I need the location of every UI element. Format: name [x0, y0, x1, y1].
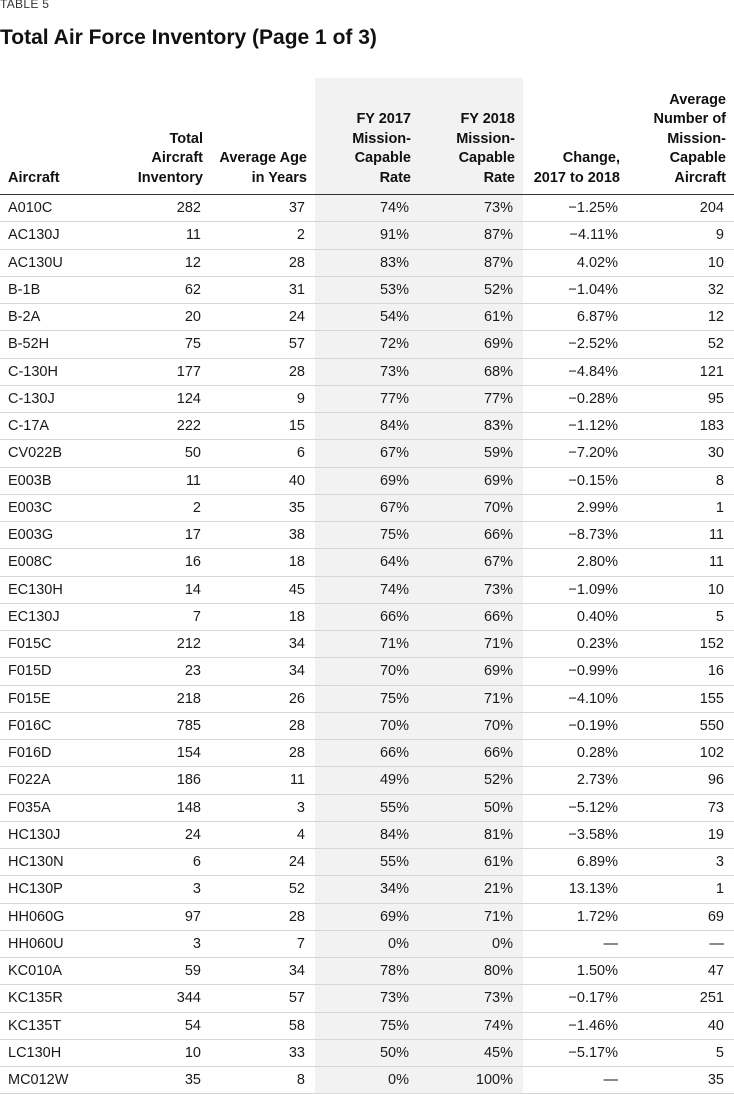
total-inventory-cell: 59 — [117, 958, 211, 985]
avg-mission-capable-cell: — — [628, 930, 734, 957]
change-cell: −7.20% — [523, 440, 628, 467]
total-inventory-cell: 97 — [117, 903, 211, 930]
table-row — [0, 930, 734, 957]
average-age-cell: 31 — [211, 276, 315, 303]
avg-mission-capable-cell: 183 — [628, 413, 734, 440]
fy2017-rate-cell: 69% — [315, 467, 419, 494]
table-row — [0, 1039, 734, 1066]
fy2018-rate-cell: 87% — [419, 249, 523, 276]
aircraft-cell: B-2A — [0, 304, 117, 331]
fy2017-rate-cell: 75% — [315, 1012, 419, 1039]
aircraft-cell: C-17A — [0, 413, 117, 440]
avg-mission-capable-cell: 3 — [628, 849, 734, 876]
total-inventory-cell: 124 — [117, 385, 211, 412]
average-age-cell: 52 — [211, 876, 315, 903]
avg-mission-capable-cell: 5 — [628, 1039, 734, 1066]
fy2017-rate-cell: 74% — [315, 576, 419, 603]
table-row — [0, 467, 734, 494]
table-row — [0, 712, 734, 739]
fy2018-rate-cell: 73% — [419, 985, 523, 1012]
change-cell: −5.12% — [523, 794, 628, 821]
fy2017-rate-cell: 66% — [315, 740, 419, 767]
fy2017-rate-cell: 74% — [315, 195, 419, 222]
average-age-cell: 28 — [211, 903, 315, 930]
avg-mission-capable-cell: 10 — [628, 576, 734, 603]
table-row — [0, 658, 734, 685]
aircraft-cell: KC135R — [0, 985, 117, 1012]
fy2017-rate-cell: 75% — [315, 522, 419, 549]
average-age-cell: 9 — [211, 385, 315, 412]
average-age-cell: 45 — [211, 576, 315, 603]
total-inventory-cell: 62 — [117, 276, 211, 303]
change-cell: −0.28% — [523, 385, 628, 412]
total-inventory-cell: 186 — [117, 767, 211, 794]
fy2017-rate-cell: 50% — [315, 1039, 419, 1066]
aircraft-cell: F016D — [0, 740, 117, 767]
fy2017-rate-cell: 83% — [315, 249, 419, 276]
aircraft-cell: AC130J — [0, 222, 117, 249]
average-age-cell: 34 — [211, 958, 315, 985]
aircraft-cell: KC010A — [0, 958, 117, 985]
average-age-cell: 28 — [211, 249, 315, 276]
avg-mission-capable-cell: 5 — [628, 603, 734, 630]
average-age-cell: 4 — [211, 821, 315, 848]
fy2018-rate-cell: 83% — [419, 413, 523, 440]
table-row — [0, 740, 734, 767]
table-row — [0, 985, 734, 1012]
fy2017-rate-cell: 53% — [315, 276, 419, 303]
fy2018-rate-cell: 68% — [419, 358, 523, 385]
fy2018-rate-cell: 21% — [419, 876, 523, 903]
fy2017-rate-cell: 66% — [315, 603, 419, 630]
fy2017-rate-cell: 91% — [315, 222, 419, 249]
change-cell: −1.09% — [523, 576, 628, 603]
change-cell: 2.73% — [523, 767, 628, 794]
change-cell: −1.12% — [523, 413, 628, 440]
fy2018-rate-cell: 81% — [419, 821, 523, 848]
change-cell: −1.04% — [523, 276, 628, 303]
fy2018-rate-cell: 73% — [419, 195, 523, 222]
fy2018-rate-cell: 50% — [419, 794, 523, 821]
total-inventory-cell: 3 — [117, 876, 211, 903]
header-aircraft: Aircraft — [0, 78, 117, 195]
table-header — [0, 78, 734, 195]
fy2018-rate-cell: 61% — [419, 304, 523, 331]
table-row — [0, 331, 734, 358]
avg-mission-capable-cell: 12 — [628, 304, 734, 331]
fy2017-rate-cell: 64% — [315, 549, 419, 576]
fy2017-rate-cell: 70% — [315, 712, 419, 739]
change-cell: −4.10% — [523, 685, 628, 712]
aircraft-cell: C-130J — [0, 385, 117, 412]
aircraft-cell: F015D — [0, 658, 117, 685]
aircraft-cell: A010C — [0, 195, 117, 222]
total-inventory-cell: 222 — [117, 413, 211, 440]
change-cell: 1.50% — [523, 958, 628, 985]
aircraft-cell: B-1B — [0, 276, 117, 303]
fy2018-rate-cell: 74% — [419, 1012, 523, 1039]
avg-mission-capable-cell: 69 — [628, 903, 734, 930]
table-row — [0, 849, 734, 876]
average-age-cell: 2 — [211, 222, 315, 249]
total-inventory-cell: 2 — [117, 494, 211, 521]
change-cell: 6.89% — [523, 849, 628, 876]
total-inventory-cell: 3 — [117, 930, 211, 957]
change-cell: −3.58% — [523, 821, 628, 848]
avg-mission-capable-cell: 52 — [628, 331, 734, 358]
avg-mission-capable-cell: 550 — [628, 712, 734, 739]
change-cell: −1.46% — [523, 1012, 628, 1039]
change-cell: −2.52% — [523, 331, 628, 358]
fy2018-rate-cell: 87% — [419, 222, 523, 249]
total-inventory-cell: 24 — [117, 821, 211, 848]
change-cell: −5.17% — [523, 1039, 628, 1066]
total-inventory-cell: 54 — [117, 1012, 211, 1039]
average-age-cell: 58 — [211, 1012, 315, 1039]
fy2017-rate-cell: 67% — [315, 440, 419, 467]
fy2017-rate-cell: 70% — [315, 658, 419, 685]
fy2017-rate-cell: 54% — [315, 304, 419, 331]
avg-mission-capable-cell: 19 — [628, 821, 734, 848]
aircraft-cell: E008C — [0, 549, 117, 576]
fy2018-rate-cell: 73% — [419, 576, 523, 603]
fy2018-rate-cell: 59% — [419, 440, 523, 467]
fy2017-rate-cell: 69% — [315, 903, 419, 930]
average-age-cell: 7 — [211, 930, 315, 957]
total-inventory-cell: 23 — [117, 658, 211, 685]
avg-mission-capable-cell: 251 — [628, 985, 734, 1012]
table-row — [0, 794, 734, 821]
table-row — [0, 631, 734, 658]
table-row — [0, 413, 734, 440]
fy2018-rate-cell: 69% — [419, 331, 523, 358]
change-cell: −0.17% — [523, 985, 628, 1012]
avg-mission-capable-cell: 9 — [628, 222, 734, 249]
avg-mission-capable-cell: 11 — [628, 549, 734, 576]
fy2018-rate-cell: 80% — [419, 958, 523, 985]
change-cell: −8.73% — [523, 522, 628, 549]
fy2018-rate-cell: 61% — [419, 849, 523, 876]
table-row — [0, 522, 734, 549]
average-age-cell: 57 — [211, 331, 315, 358]
avg-mission-capable-cell: 95 — [628, 385, 734, 412]
average-age-cell: 28 — [211, 358, 315, 385]
aircraft-cell: HC130N — [0, 849, 117, 876]
average-age-cell: 24 — [211, 849, 315, 876]
aircraft-cell: F016C — [0, 712, 117, 739]
fy2018-rate-cell: 71% — [419, 903, 523, 930]
average-age-cell: 3 — [211, 794, 315, 821]
avg-mission-capable-cell: 152 — [628, 631, 734, 658]
change-cell: −1.25% — [523, 195, 628, 222]
fy2017-rate-cell: 34% — [315, 876, 419, 903]
fy2017-rate-cell: 71% — [315, 631, 419, 658]
total-inventory-cell: 11 — [117, 222, 211, 249]
table-row — [0, 1012, 734, 1039]
table-row — [0, 603, 734, 630]
avg-mission-capable-cell: 11 — [628, 522, 734, 549]
avg-mission-capable-cell: 155 — [628, 685, 734, 712]
table-row — [0, 249, 734, 276]
aircraft-cell: E003C — [0, 494, 117, 521]
avg-mission-capable-cell: 102 — [628, 740, 734, 767]
fy2018-rate-cell: 66% — [419, 603, 523, 630]
aircraft-cell: MC012W — [0, 1067, 117, 1094]
fy2017-rate-cell: 55% — [315, 794, 419, 821]
aircraft-cell: C-130H — [0, 358, 117, 385]
avg-mission-capable-cell: 35 — [628, 1067, 734, 1094]
table-row — [0, 494, 734, 521]
change-cell: 0.23% — [523, 631, 628, 658]
change-cell: 0.28% — [523, 740, 628, 767]
table-row — [0, 685, 734, 712]
aircraft-cell: E003G — [0, 522, 117, 549]
avg-mission-capable-cell: 40 — [628, 1012, 734, 1039]
table-row — [0, 549, 734, 576]
fy2018-rate-cell: 70% — [419, 494, 523, 521]
total-inventory-cell: 7 — [117, 603, 211, 630]
total-inventory-cell: 785 — [117, 712, 211, 739]
total-inventory-cell: 6 — [117, 849, 211, 876]
avg-mission-capable-cell: 121 — [628, 358, 734, 385]
fy2017-rate-cell: 67% — [315, 494, 419, 521]
fy2017-rate-cell: 0% — [315, 930, 419, 957]
change-cell: −0.15% — [523, 467, 628, 494]
avg-mission-capable-cell: 73 — [628, 794, 734, 821]
fy2017-rate-cell: 73% — [315, 985, 419, 1012]
change-cell: −4.84% — [523, 358, 628, 385]
aircraft-cell: E003B — [0, 467, 117, 494]
change-cell: −4.11% — [523, 222, 628, 249]
total-inventory-cell: 218 — [117, 685, 211, 712]
fy2018-rate-cell: 71% — [419, 685, 523, 712]
change-cell: 1.72% — [523, 903, 628, 930]
change-cell: 0.40% — [523, 603, 628, 630]
table-row — [0, 767, 734, 794]
change-cell: 4.02% — [523, 249, 628, 276]
average-age-cell: 18 — [211, 549, 315, 576]
header-change: Change, 2017 to 2018 — [523, 78, 628, 195]
fy2017-rate-cell: 72% — [315, 331, 419, 358]
total-inventory-cell: 177 — [117, 358, 211, 385]
avg-mission-capable-cell: 16 — [628, 658, 734, 685]
fy2017-rate-cell: 78% — [315, 958, 419, 985]
aircraft-cell: HH060U — [0, 930, 117, 957]
aircraft-cell: HH060G — [0, 903, 117, 930]
avg-mission-capable-cell: 8 — [628, 467, 734, 494]
total-inventory-cell: 344 — [117, 985, 211, 1012]
average-age-cell: 40 — [211, 467, 315, 494]
fy2018-rate-cell: 67% — [419, 549, 523, 576]
fy2018-rate-cell: 45% — [419, 1039, 523, 1066]
table-row — [0, 440, 734, 467]
fy2018-rate-cell: 77% — [419, 385, 523, 412]
fy2017-rate-cell: 0% — [315, 1067, 419, 1094]
fy2018-rate-cell: 66% — [419, 522, 523, 549]
total-inventory-cell: 75 — [117, 331, 211, 358]
fy2018-rate-cell: 69% — [419, 658, 523, 685]
fy2017-rate-cell: 73% — [315, 358, 419, 385]
table-row — [0, 958, 734, 985]
total-inventory-cell: 17 — [117, 522, 211, 549]
total-inventory-cell: 212 — [117, 631, 211, 658]
average-age-cell: 15 — [211, 413, 315, 440]
header-total-inventory: Total Aircraft Inventory — [117, 78, 211, 195]
total-inventory-cell: 50 — [117, 440, 211, 467]
table-row — [0, 304, 734, 331]
fy2018-rate-cell: 71% — [419, 631, 523, 658]
change-cell: 2.80% — [523, 549, 628, 576]
average-age-cell: 18 — [211, 603, 315, 630]
aircraft-cell: LC130H — [0, 1039, 117, 1066]
fy2018-rate-cell: 70% — [419, 712, 523, 739]
change-cell: 6.87% — [523, 304, 628, 331]
aircraft-cell: F015E — [0, 685, 117, 712]
fy2018-rate-cell: 66% — [419, 740, 523, 767]
average-age-cell: 28 — [211, 712, 315, 739]
avg-mission-capable-cell: 32 — [628, 276, 734, 303]
aircraft-cell: HC130J — [0, 821, 117, 848]
aircraft-cell: HC130P — [0, 876, 117, 903]
change-cell: −0.99% — [523, 658, 628, 685]
table-row — [0, 876, 734, 903]
table-row — [0, 821, 734, 848]
average-age-cell: 34 — [211, 658, 315, 685]
table-label: TABLE 5 — [0, 0, 50, 11]
header-average-age: Average Age in Years — [211, 78, 315, 195]
fy2018-rate-cell: 100% — [419, 1067, 523, 1094]
average-age-cell: 57 — [211, 985, 315, 1012]
inventory-table — [0, 78, 734, 1094]
fy2017-rate-cell: 75% — [315, 685, 419, 712]
average-age-cell: 8 — [211, 1067, 315, 1094]
total-inventory-cell: 11 — [117, 467, 211, 494]
average-age-cell: 11 — [211, 767, 315, 794]
total-inventory-cell: 282 — [117, 195, 211, 222]
total-inventory-cell: 12 — [117, 249, 211, 276]
table-row — [0, 195, 734, 222]
change-cell: −0.19% — [523, 712, 628, 739]
fy2018-rate-cell: 69% — [419, 467, 523, 494]
header-avg-mission-capable: Average Number of Mission-Capable Aircraft — [628, 78, 734, 195]
avg-mission-capable-cell: 1 — [628, 494, 734, 521]
aircraft-cell: CV022B — [0, 440, 117, 467]
fy2017-rate-cell: 55% — [315, 849, 419, 876]
average-age-cell: 6 — [211, 440, 315, 467]
aircraft-cell: EC130H — [0, 576, 117, 603]
table-row — [0, 385, 734, 412]
fy2017-rate-cell: 84% — [315, 821, 419, 848]
aircraft-cell: AC130U — [0, 249, 117, 276]
avg-mission-capable-cell: 1 — [628, 876, 734, 903]
fy2018-rate-cell: 52% — [419, 767, 523, 794]
avg-mission-capable-cell: 96 — [628, 767, 734, 794]
average-age-cell: 35 — [211, 494, 315, 521]
average-age-cell: 37 — [211, 195, 315, 222]
average-age-cell: 26 — [211, 685, 315, 712]
aircraft-cell: F022A — [0, 767, 117, 794]
fy2018-rate-cell: 0% — [419, 930, 523, 957]
fy2017-rate-cell: 84% — [315, 413, 419, 440]
fy2018-rate-cell: 52% — [419, 276, 523, 303]
avg-mission-capable-cell: 204 — [628, 195, 734, 222]
avg-mission-capable-cell: 10 — [628, 249, 734, 276]
table-row — [0, 222, 734, 249]
average-age-cell: 28 — [211, 740, 315, 767]
table-row — [0, 358, 734, 385]
total-inventory-cell: 148 — [117, 794, 211, 821]
fy2017-rate-cell: 49% — [315, 767, 419, 794]
avg-mission-capable-cell: 47 — [628, 958, 734, 985]
aircraft-cell: EC130J — [0, 603, 117, 630]
total-inventory-cell: 154 — [117, 740, 211, 767]
fy2017-rate-cell: 77% — [315, 385, 419, 412]
header-fy2018-rate: FY 2018 Mission-Capable Rate — [419, 78, 523, 195]
average-age-cell: 24 — [211, 304, 315, 331]
total-inventory-cell: 35 — [117, 1067, 211, 1094]
total-inventory-cell: 20 — [117, 304, 211, 331]
change-cell: — — [523, 930, 628, 957]
aircraft-cell: F015C — [0, 631, 117, 658]
total-inventory-cell: 14 — [117, 576, 211, 603]
table-row — [0, 903, 734, 930]
avg-mission-capable-cell: 30 — [628, 440, 734, 467]
table-row — [0, 576, 734, 603]
aircraft-cell: KC135T — [0, 1012, 117, 1039]
change-cell: 2.99% — [523, 494, 628, 521]
average-age-cell: 34 — [211, 631, 315, 658]
change-cell: — — [523, 1067, 628, 1094]
total-inventory-cell: 10 — [117, 1039, 211, 1066]
header-row — [0, 78, 734, 195]
total-inventory-cell: 16 — [117, 549, 211, 576]
table-title: Total Air Force Inventory (Page 1 of 3) — [0, 26, 377, 49]
average-age-cell: 38 — [211, 522, 315, 549]
table-row — [0, 276, 734, 303]
change-cell: 13.13% — [523, 876, 628, 903]
aircraft-cell: B-52H — [0, 331, 117, 358]
aircraft-cell: F035A — [0, 794, 117, 821]
table-body — [0, 195, 734, 1094]
average-age-cell: 33 — [211, 1039, 315, 1066]
header-fy2017-rate: FY 2017 Mission-Capable Rate — [315, 78, 419, 195]
